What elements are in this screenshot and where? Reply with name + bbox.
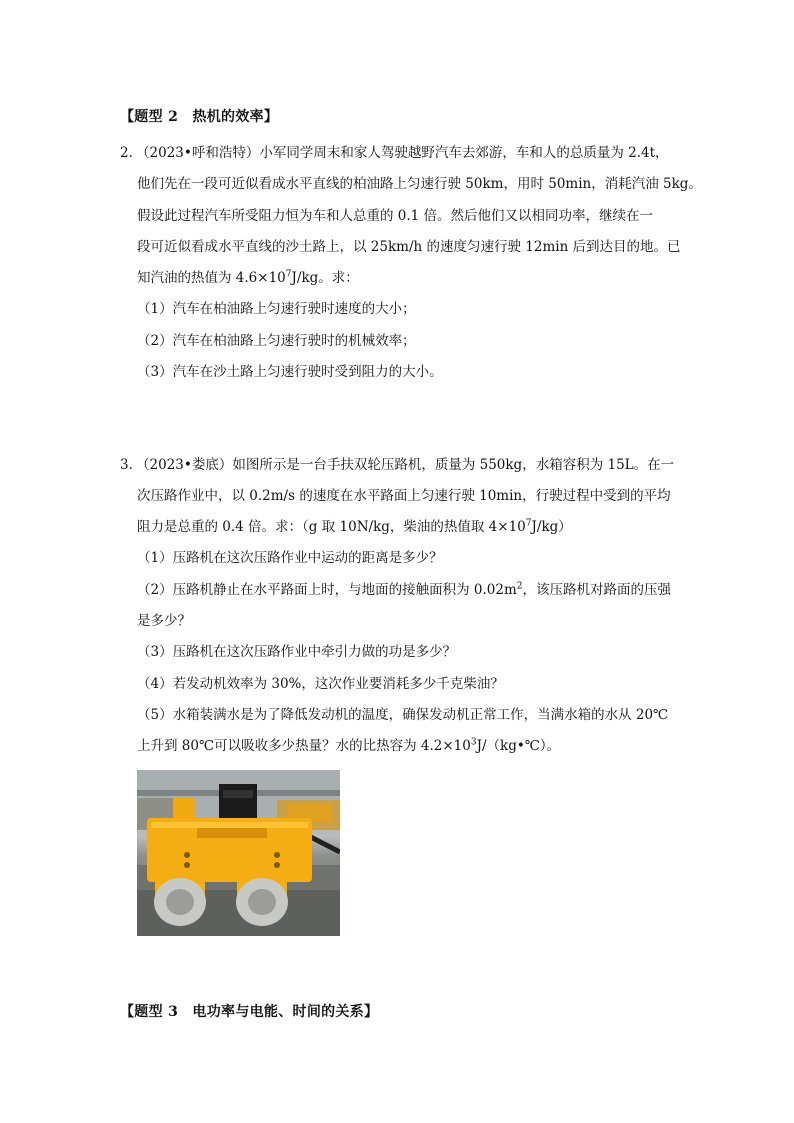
q3-subquestion-3: （3）压路机在这次压路作业中牵引力做的功是多少？	[137, 644, 457, 660]
q3-subquestion-2-continued: 是多少？	[137, 613, 191, 629]
q3-subquestion-2: （2）压路机静止在水平路面上时，与地面的接触面积为 $0.02m^2$，该压路机对路面的压强	[137, 581, 671, 598]
q2-line-3: 假设此过程汽车所受阻力恒为车和人总重的 0.1 倍。然后他们又以相同功率，继续在一	[137, 208, 654, 224]
section-heading-3: 【题型 3 电功率与电能、时间的关系】	[120, 1004, 379, 1020]
q3-subquestion-4: （4）若发动机效率为 30%，这次作业要消耗多少千克柴油？	[137, 676, 504, 692]
q3-number: 3．	[120, 457, 143, 473]
q3-line-2: 次压路作业中，以 0.2m/s 的速度在水平路面上匀速行驶 10min，行驶过程中受到的平均	[137, 488, 671, 504]
q3-subquestion-5-continued: 上升到 80℃可以吸收多少热量？水的比热容为 $4.2\times 10^3J/(kg•℃)$。	[137, 737, 561, 754]
q2-subquestion-3: （3）汽车在沙土路上匀速行驶时受到阻力的大小。	[137, 364, 443, 380]
q2-subquestion-2: （2）汽车在柏油路上匀速行驶时的机械效率；	[137, 333, 416, 349]
q2-subquestion-1: （1）汽车在柏油路上匀速行驶时速度的大小；	[137, 301, 416, 317]
q3-line-3: 阻力是总重的 0.4 倍。求：（g 取 10N/kg，柴油的热值取 $4\times 10^7J/kg$）	[137, 518, 572, 535]
q3-line-1: （2023•娄底）如图所示是一台手扶双轮压路机，质量为 550kg，水箱容积为 15L。在一	[136, 457, 675, 473]
q2-line-4: 段可近似看成水平直线的沙土路上，以 25km/h 的速度匀速行驶 12min 后到达目的地。已	[137, 239, 681, 255]
q2-line-2: 他们先在一段可近似看成水平直线的柏油路上匀速行驶 50km，用时 50min，消耗汽油 5kg。	[137, 176, 702, 192]
q2-line-1: （2023•呼和浩特）小军同学周末和家人驾驶越野汽车去郊游，车和人的总质量为 2.4t，	[136, 145, 669, 161]
section-heading-2: 【题型 2 热机的效率】	[120, 109, 279, 125]
q3-subquestion-1: （1）压路机在这次压路作业中运动的距离是多少？	[137, 550, 443, 566]
q2-line-5: 知汽油的热值为 $4.6\times 10^7J/kg$。求：	[137, 269, 359, 286]
road-roller-photo	[137, 770, 340, 936]
q2-number: 2．	[120, 145, 143, 161]
q3-subquestion-5: （5）水箱装满水是为了降低发动机的温度，确保发动机正常工作，当满水箱的水从 20℃	[137, 707, 669, 723]
